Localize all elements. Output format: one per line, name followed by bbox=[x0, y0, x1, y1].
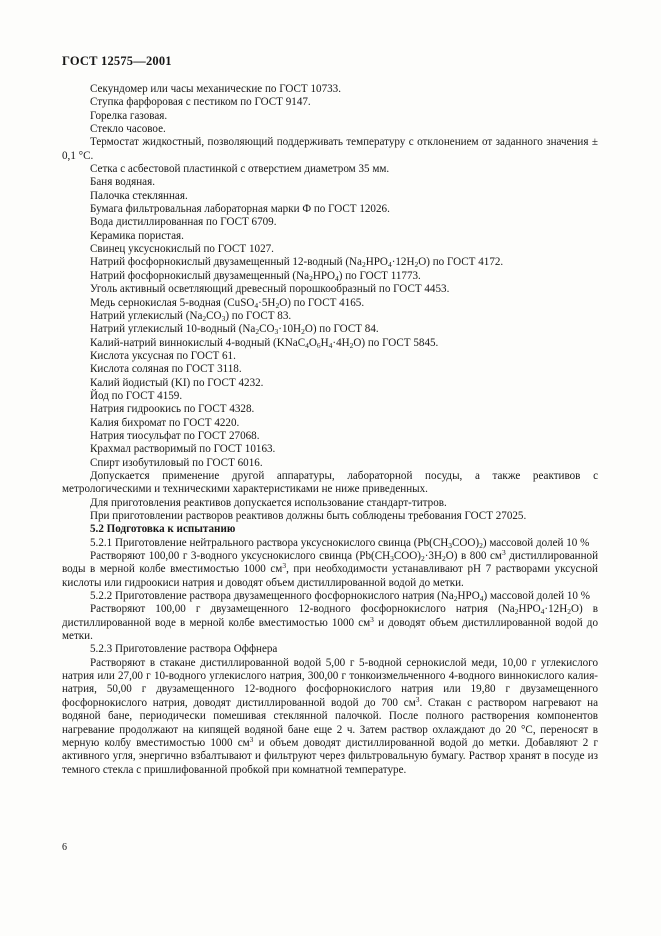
standard-header: ГОСТ 12575—2001 bbox=[62, 54, 172, 68]
text-paragraph: Натрий фосфорнокислый двузамещенный 12-водный $(Na_2HPO_4\cdot 12H_2O)$ по ГОСТ 4172. bbox=[90, 256, 504, 270]
text-paragraph: 5.2.2 Приготовление раствора двузамещенного фосфорнокислого натрия $(Na_2HPO_4)$ массовой долей 10 % bbox=[90, 590, 590, 604]
text-paragraph: 5.2.3 Приготовление раствора Оффнера bbox=[90, 643, 278, 656]
text-paragraph: Керамика пористая. bbox=[90, 229, 184, 242]
text-paragraph: Натрий углекислый 10-водный $(Na_2CO_3\cdot 10H_2O)$ по ГОСТ 84. bbox=[90, 323, 379, 337]
text-paragraph: Калий йодистый (KI) по ГОСТ 4232. bbox=[90, 376, 264, 389]
text-paragraph: Горелка газовая. bbox=[90, 109, 168, 122]
text-paragraph: 5.2.1 Приготовление нейтрального раствора уксуснокислого свинца $(Pb(CH_3COO)_2)$ массовой долей 10 % bbox=[90, 536, 590, 550]
text-paragraph: Натрий углекислый $(Na_2CO_3)$ по ГОСТ 83. bbox=[90, 309, 292, 323]
section-title: Подготовка к испытанию bbox=[106, 523, 236, 536]
text-paragraph: Кислота уксусная по ГОСТ 61. bbox=[90, 349, 236, 362]
section-number: 5.2 bbox=[90, 523, 104, 536]
text-paragraph: Вода дистиллированная по ГОСТ 6709. bbox=[90, 216, 277, 229]
text-paragraph: Бумага фильтровальная лабораторная марки Ф по ГОСТ 12026. bbox=[90, 203, 390, 216]
equipment-list bbox=[62, 83, 598, 523]
text-paragraph: Баня водяная. bbox=[90, 176, 155, 189]
text-paragraph: Секундомер или часы механические по ГОСТ 10733. bbox=[90, 83, 341, 95]
text-paragraph: Спирт изобутиловый по ГОСТ 6016. bbox=[90, 456, 263, 469]
text-paragraph: Термостат жидкостный, позволяющий поддерживать температуру с отклонением от заданного значения ± 0,1 °С. bbox=[62, 136, 598, 162]
text-paragraph: Калия бихромат по ГОСТ 4220. bbox=[90, 416, 240, 429]
text-paragraph: Натрия гидроокись по ГОСТ 4328. bbox=[90, 403, 255, 416]
text-paragraph: Натрий фосфорнокислый двузамещенный $(Na_2HPO_4)$ по ГОСТ 11773. bbox=[90, 269, 421, 283]
section-heading bbox=[62, 523, 598, 536]
page-body bbox=[62, 83, 598, 777]
text-paragraph: Уголь активный осветляющий древесный порошкообразный по ГОСТ 4453. bbox=[90, 283, 450, 296]
text-paragraph: Стекло часовое. bbox=[90, 123, 166, 136]
page-number: 6 bbox=[62, 842, 67, 853]
subsections bbox=[62, 537, 598, 777]
text-paragraph: Натрия тиосульфат по ГОСТ 27068. bbox=[90, 429, 260, 442]
text-paragraph: Кислота соляная по ГОСТ 3118. bbox=[90, 363, 242, 376]
text-paragraph: Растворяют в стакане дистиллированной водой 5,00 г 5-водной сернокислой меди, 10,00 г углекислого натрия или 27,00 г 10-водного углекислого натрия, 300,00 г тонкоизмельченного 4-водного виннокислого калия-натрия, 50,00 г двузамещенного 12-водного фосфорнокислого натрия или 19,80 г двузамещенного фосфорнокислого натрия, доводят дистиллированной водой до 700 $см^3$. Стакан с раствором нагревают на водяной бане, периодически помешивая стеклянной палочкой. После полного растворения компонентов нагревание продолжают на кипящей водяной бане еще 2 ч. Затем раствор охлаждают до 20 °С, переносят в мерную колбу вместимостью 1000 $см^3$ и объем доводят дистиллированной водой до метки. Добавляют 2 г активного угля, энергично взбалтывают и фильтруют через фильтровальную бумагу. Раствор хранят в посуде из темного стекла с пришлифованной пробкой при комнатной температуре. bbox=[62, 656, 598, 776]
text-paragraph: Палочка стеклянная. bbox=[90, 189, 188, 202]
text-paragraph: Для приготовления реактивов допускается использование стандарт-титров. bbox=[90, 496, 447, 509]
text-paragraph: При приготовлении растворов реактивов должны быть соблюдены требования ГОСТ 27025. bbox=[90, 510, 527, 522]
text-paragraph: Ступка фарфоровая с пестиком по ГОСТ 9147. bbox=[90, 96, 311, 109]
text-paragraph: Свинец уксуснокислый по ГОСТ 1027. bbox=[90, 243, 274, 256]
text-paragraph: Допускается применение другой аппаратуры, лабораторной посуды, а также реактивов с метрологическими и техническими характеристиками не ниже приведенных. bbox=[62, 469, 598, 496]
text-paragraph: Медь сернокислая 5-водная $(CuSO_4\cdot 5H_2O)$ по ГОСТ 4165. bbox=[90, 296, 365, 310]
text-paragraph: Сетка с асбестовой пластинкой с отверстием диаметром 35 мм. bbox=[90, 163, 390, 176]
text-paragraph: Йод по ГОСТ 4159. bbox=[90, 389, 183, 402]
text-paragraph: Калий-натрий виннокислый 4-водный $(KNaC_4O_6H_4\cdot 4H_2O)$ по ГОСТ 5845. bbox=[90, 336, 439, 350]
text-paragraph: Растворяют 100,00 г 3-водного уксуснокислого свинца $(Pb(CH_3COO)_2\cdot 3H_2O)$ в 800 $см^3$ дистиллированной воды в мерной колбе вместимостью 1000 $см^3$, при необходимости устанавливают pH 7 растворами уксусной кислоты или гидроокиси натрия и доводят объем дистиллированной водой до метки. bbox=[62, 548, 599, 589]
text-paragraph: Растворяют 100,00 г двузамещенного 12-водного фосфорнокислого натрия $(Na_2HPO_4\cdot 12H_2O)$ в дистиллированной воде в мерной колбе вместимостью 1000 $см^3$ и доводят объем дистиллированной водой до метки. bbox=[62, 603, 599, 643]
text-paragraph: Крахмал растворимый по ГОСТ 10163. bbox=[90, 443, 276, 456]
